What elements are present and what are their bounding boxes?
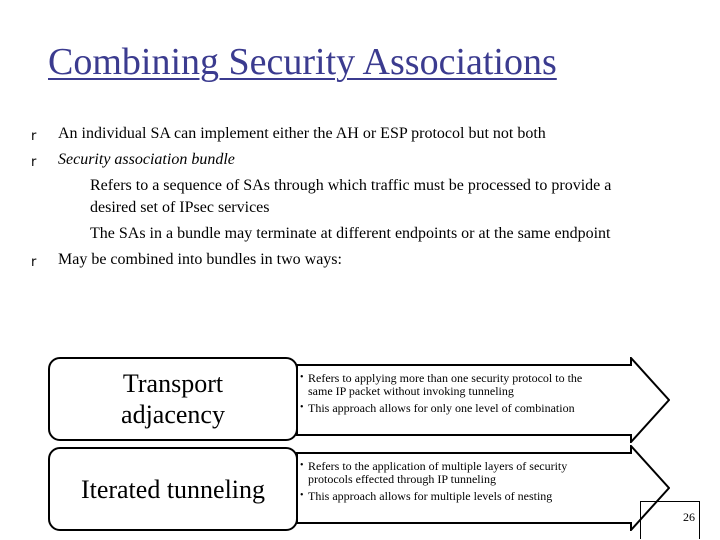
- transport-point: • This approach allows for only one level of combination: [300, 402, 582, 415]
- iterated-point-continued: protocols effected through IP tunneling: [308, 472, 496, 486]
- slide-title: Combining Security Associations: [48, 41, 557, 83]
- sub-bullet-text: desired set of IPsec services: [90, 199, 270, 216]
- transport-description: [300, 372, 582, 415]
- bullet-marker: r: [31, 129, 37, 144]
- transport-point: • Refers to applying more than one security protocol to the: [300, 372, 582, 385]
- iterated-description: [300, 460, 567, 503]
- transport-label-line2: adjacency: [121, 400, 225, 429]
- bullet-text: Security association bundle: [58, 151, 235, 168]
- iterated-tunneling-box: [48, 447, 298, 531]
- transport-label-line1: Transport: [122, 369, 224, 398]
- transport-point-continued: same IP packet without invoking tunneling: [308, 384, 514, 398]
- bullet-text: May be combined into bundles in two ways:: [58, 251, 342, 268]
- sub-bullet-text: Refers to a sequence of SAs through which traffic must be processed to provide a: [90, 177, 612, 194]
- sub-bullet-text: The SAs in a bundle may terminate at different endpoints or at the same endpoint: [90, 225, 611, 242]
- page-number: 26: [640, 501, 700, 539]
- bullet-text: An individual SA can implement either the AH or ESP protocol but not both: [58, 125, 546, 142]
- iterated-point: • This approach allows for multiple levels of nesting: [300, 490, 567, 503]
- iterated-label: Iterated tunneling: [80, 474, 266, 504]
- transport-adjacency-box: [48, 357, 298, 441]
- bullet-marker: r: [31, 155, 37, 170]
- iterated-point: • Refers to the application of multiple layers of security: [300, 460, 567, 473]
- bullet-marker: r: [31, 255, 37, 270]
